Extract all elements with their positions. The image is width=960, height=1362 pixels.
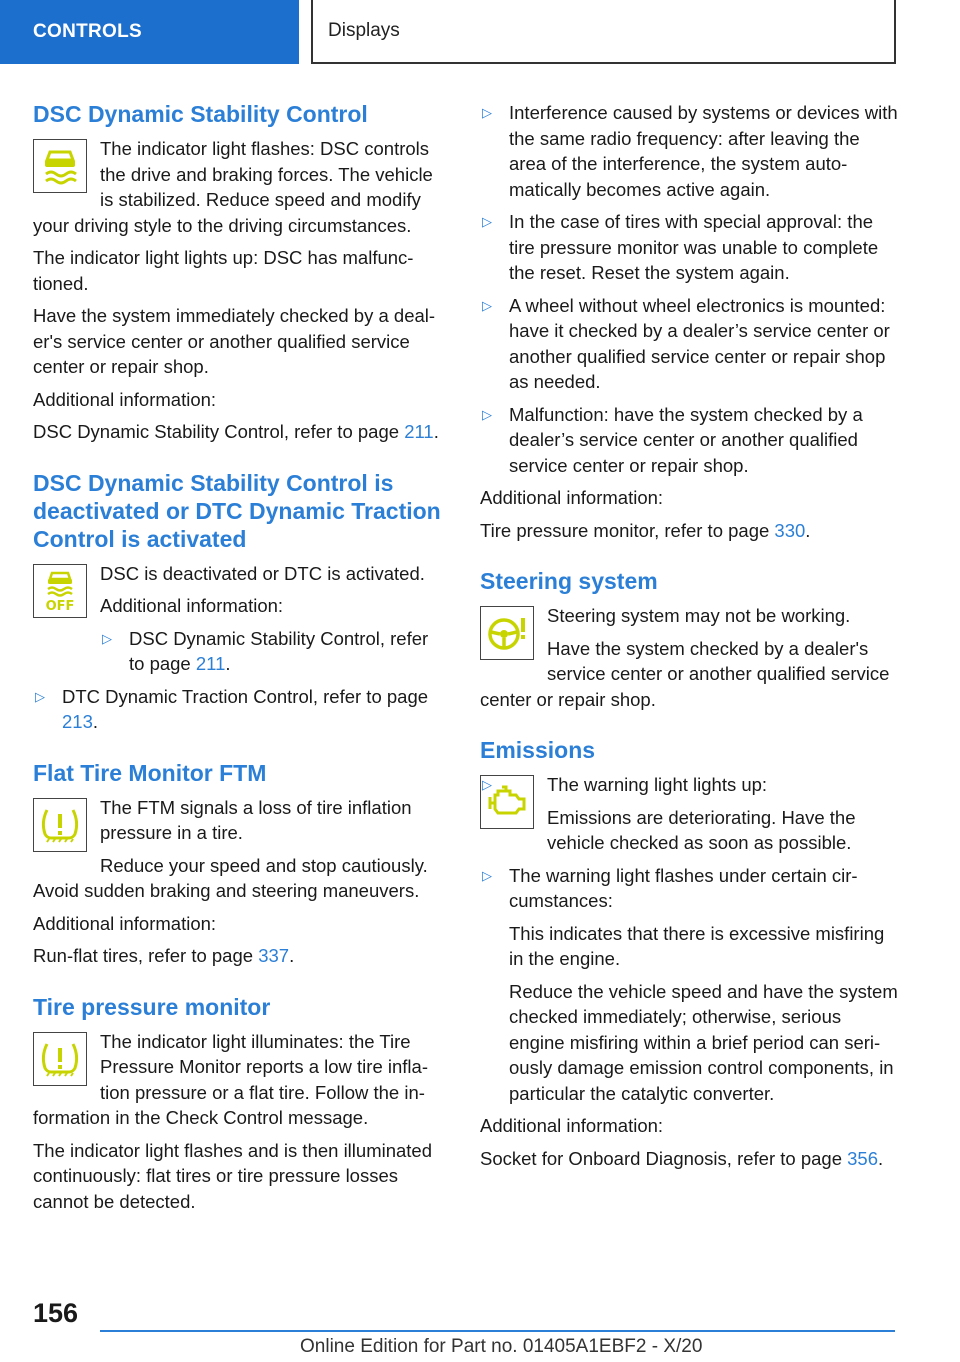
page-header: [0, 0, 960, 66]
paragraph-reference: Socket for Onboard Diagnosis, refer to page 356.: [480, 1147, 884, 1169]
list-item: ▷ In the case of tires with special approval: the tire pressure monitor was unable to complete the reset. Reset the system again.: [482, 211, 879, 283]
paragraph-reference: DSC Dynamic Stability Control, refer to page 211.: [33, 421, 439, 442]
paragraph: Have the system checked by a dealer's service center or another qualified service center or repair shop.: [480, 637, 890, 710]
triangle-bullet-icon: ▷: [482, 867, 492, 883]
paragraph-reference: Run-flat tires, refer to page 337.: [33, 945, 295, 966]
section-ftm: [33, 759, 448, 969]
page-link[interactable]: 356: [847, 1147, 878, 1169]
steering-warning-icon: [480, 606, 534, 660]
section-title: DSC Dynamic Stability Control is deactivated or DTC Dynamic Traction Control is activated: [33, 469, 441, 552]
dsc-indicator-icon: [33, 139, 87, 193]
paragraph: The indicator light flashes and is then illuminated continuously: flat tires or tire pressure losses cannot be detected.: [33, 1139, 433, 1212]
list-item: ▷ Malfunction: have the system checked by a dealer’s service center or another qualified service center or repair shop.: [482, 403, 863, 476]
triangle-bullet-icon: ▷: [102, 630, 112, 646]
paragraph-reference: Tire pressure monitor, refer to page 330.: [480, 519, 811, 541]
paragraph: Additional information:: [33, 912, 217, 934]
section-steering: [480, 567, 900, 712]
section-title: DSC Dynamic Stability Control: [33, 101, 368, 127]
triangle-bullet-icon: ▷: [482, 297, 492, 313]
list-item: ▷ The warning light lights up: Emissions are deteriorating. Have the vehicle checked as soon as possible.: [482, 774, 856, 853]
paragraph: Additional information:: [480, 1115, 664, 1136]
tire-pressure-icon: [33, 1032, 87, 1086]
tire-warning-icon: [33, 798, 87, 852]
section-title: Flat Tire Monitor FTM: [33, 759, 267, 786]
page-link[interactable]: 211: [404, 421, 434, 442]
section-dsc: [33, 100, 448, 445]
list-item: ▷ DTC Dynamic Traction Control, refer to page 213.: [35, 685, 429, 732]
section-tpm-continued: [480, 100, 900, 543]
paragraph: Have the system immediately checked by a dealer's service center or another qualified service center or repair shop.: [33, 305, 436, 377]
section-title: Steering system: [480, 568, 658, 594]
paragraph: The indicator light lights up: DSC has malfunctioned.: [33, 247, 414, 294]
page-link[interactable]: 337: [258, 945, 290, 966]
paragraph: The FTM signals a loss of tire inflation pressure in a tire.: [100, 796, 412, 843]
section-emissions: [480, 736, 900, 1171]
paragraph: Additional information:: [480, 487, 664, 508]
paragraph: Reduce your speed and stop cautiously. Avoid sudden braking and steering maneuvers.: [33, 854, 428, 901]
right-column: [480, 100, 900, 1195]
list-item: ▷ The warning light flashes under certain circumstances: This indicates that there is excessive misfiring in the engine. Reduce the vehicle speed and have the system checked immediately; otherwise, serious engine misfiring within a brief period can seriously damage emission control components, in particular the catalytic converter.: [482, 864, 898, 1104]
edition-text: Online Edition for Part no. 01405A1EBF2 - X/20: [300, 1336, 703, 1357]
chapter-tab[interactable]: Displays: [311, 0, 896, 64]
footer-divider: [100, 1330, 895, 1332]
page-link[interactable]: 211: [195, 653, 226, 674]
page-number: 156: [33, 1298, 79, 1328]
triangle-bullet-icon: ▷: [482, 105, 492, 120]
list-item: ▷ Interference caused by systems or devices with the same radio frequency: after leaving the area of the interference, the system automatically becomes active again.: [482, 102, 898, 200]
list-item: ▷ DSC Dynamic Stability Control, refer to page 211.: [102, 627, 429, 674]
section-tpm: [33, 993, 448, 1215]
dsc-off-indicator-icon: [33, 564, 87, 618]
section-title: Tire pressure monitor: [33, 993, 271, 1020]
page-link[interactable]: 213: [62, 711, 93, 732]
triangle-bullet-icon: ▷: [35, 688, 45, 704]
list-item: ▷ A wheel without wheel electronics is mounted: have it checked by a dealer’s service center or another qualified service center or repair shop as needed.: [482, 294, 890, 392]
section-dsc-off: [33, 469, 448, 735]
paragraph: The indicator light illuminates: the Tire Pressure Monitor reports a low tire inflation pressure or a flat tire. Follow the information in the Check Control message.: [33, 1030, 428, 1128]
triangle-bullet-icon: ▷: [482, 777, 492, 792]
paragraph: Additional information:: [100, 595, 284, 616]
paragraph: DSC is deactivated or DTC is activated.: [100, 562, 425, 584]
section-title: Emissions: [480, 737, 596, 763]
paragraph: The indicator light flashes: DSC controls the drive and braking forces. The vehicle is stabilized. Reduce speed and modify your driving style to the driving circumstances.: [33, 138, 433, 236]
off-label: OFF: [45, 598, 75, 613]
triangle-bullet-icon: ▷: [482, 406, 492, 422]
paragraph: Additional information:: [33, 388, 217, 410]
paragraph: Steering system may not be working.: [547, 605, 851, 626]
triangle-bullet-icon: ▷: [482, 214, 492, 229]
left-column: [33, 100, 448, 1238]
section-tab[interactable]: CONTROLS: [0, 0, 299, 64]
page-link[interactable]: 330: [774, 519, 806, 541]
